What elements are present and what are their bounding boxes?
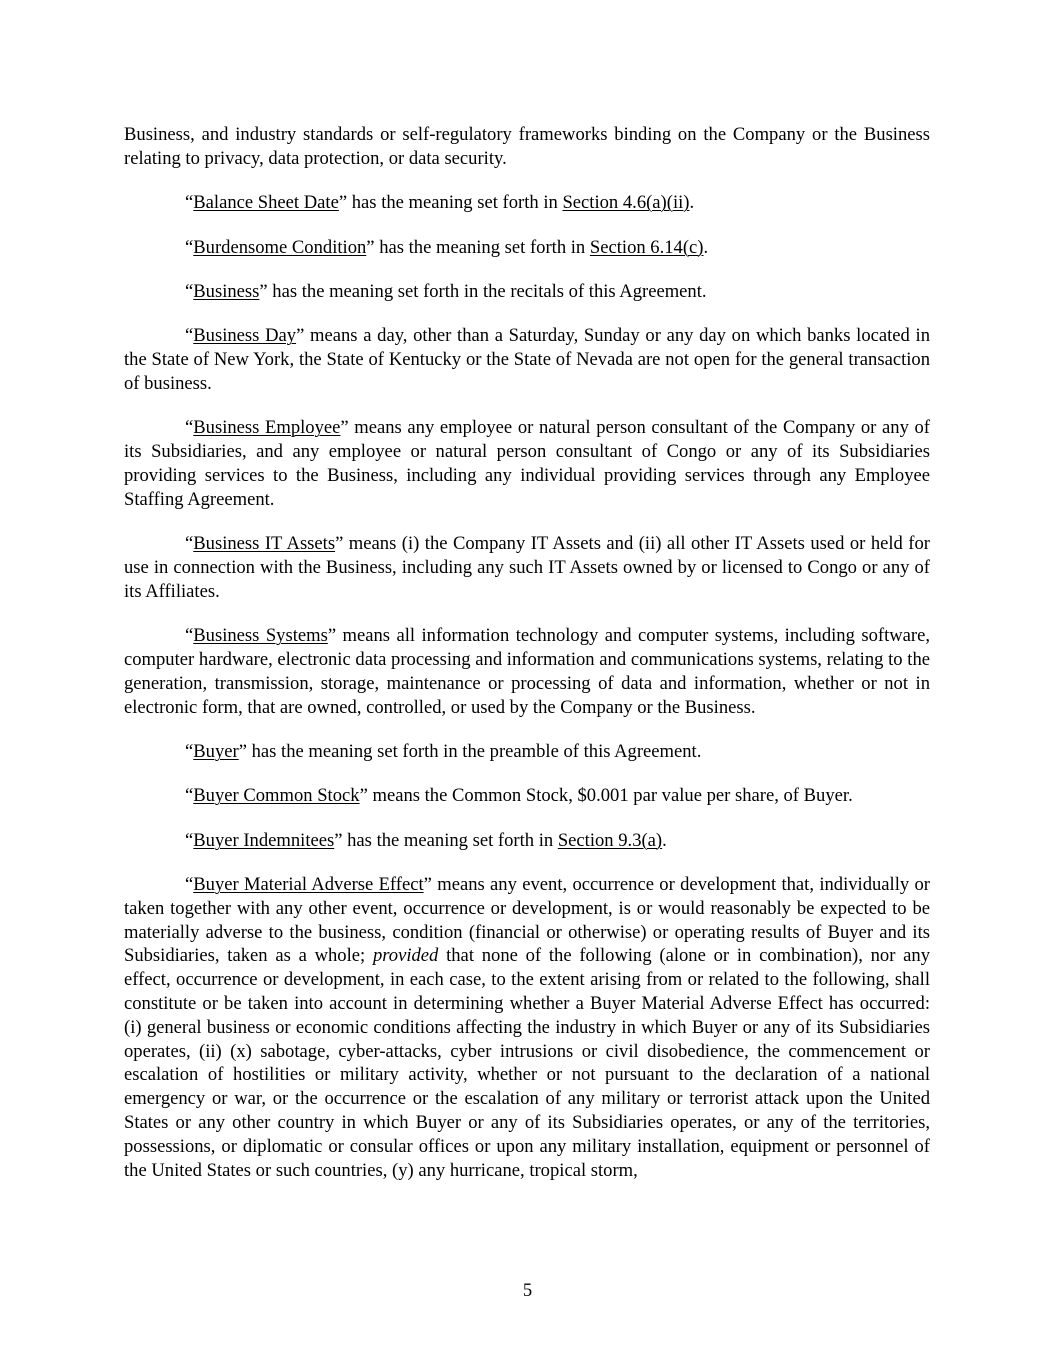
text-run: ” means the Common Stock, $0.001 par value per share, of Buyer. (359, 785, 853, 807)
text-run: “ (185, 874, 194, 896)
italic-term: provided (372, 945, 439, 967)
underlined-term: Burdensome Condition (193, 236, 367, 258)
text-run: ” has the meaning set forth in (334, 829, 558, 851)
underlined-term: Buyer Common Stock (193, 785, 360, 807)
text-run: ” has the meaning set forth in the preamble of this Agreement. (238, 740, 702, 762)
text-run: ” has the meaning set forth in (338, 192, 563, 214)
text-run: . (689, 192, 695, 214)
underlined-term: Business Employee (193, 417, 341, 439)
text-run: Business, and industry standards or self-regulatory frameworks binding on the Company or the Business relating to privacy, data protection, or data security. (124, 124, 930, 169)
text-run: ” means (i) the Company IT Assets and (ii) all other IT Assets used or held for use in connection with the Business, including any such IT Assets owned by or licensed to Congo or any of its Affiliates. (124, 533, 930, 602)
underlined-term: Business IT Assets (193, 533, 336, 555)
text-run: “ (185, 785, 194, 807)
underlined-term: Section 4.6(a)(ii) (562, 192, 690, 214)
paragraph (124, 280, 930, 304)
underlined-term: Buyer Material Adverse Effect (193, 874, 424, 896)
text-run: “ (185, 740, 194, 762)
text-run: “ (185, 625, 194, 647)
paragraph (124, 324, 930, 395)
paragraph (124, 123, 930, 171)
document-body (124, 123, 930, 1203)
text-run: “ (185, 417, 194, 439)
text-run: ” means any event, occurrence or development that, individually or taken together with any other event, occurrence or development, is or would reasonably be expected to be materially adverse to the business, condition (financial or otherwise) or operating results of Buyer and its Subsidiaries, taken as a whole; (124, 874, 930, 967)
underlined-term: Business Systems (193, 625, 328, 647)
text-run: that none of the following (alone or in combination), nor any effect, occurrence or development, in each case, to the extent arising from or related to the following, shall constitute or be taken into account in determining whether a Buyer Material Adverse Effect has occurred: (i) general business or economic conditions affecting the industry in which Buyer or any of its Subsidiaries operates, (ii) (x) sabotage, cyber-attacks, cyber intrusions or civil disobedience, the commencement or escalation of hostilities or military activity, whether or not pursuant to the declaration of a national emergency or war, or the occurrence or the escalation of any military or terrorist attack upon the United States or any other country in which Buyer or any of its Subsidiaries operates, or any of the territories, possessions, or diplomatic or consular offices or upon any military installation, equipment or personnel of the United States or such countries, (y) any hurricane, tropical storm, (124, 945, 931, 1181)
underlined-term: Buyer (193, 740, 239, 762)
text-run: “ (185, 192, 194, 214)
paragraph (124, 740, 930, 764)
underlined-term: Business (193, 280, 260, 302)
text-run: ” has the meaning set forth in (366, 236, 590, 258)
page-number: 5 (522, 1280, 533, 1301)
text-run: ” means a day, other than a Saturday, Sunday or any day on which banks located in the State of New York, the State of Kentucky or the State of Nevada are not open for the general transaction of business. (124, 325, 930, 394)
text-run: “ (185, 533, 194, 555)
text-run: ” means all information technology and computer systems, including software, computer hardware, electronic data processing and information and communications systems, relating to the generation, transmission, storage, maintenance or processing of data and information, whether or not in electronic form, that are owned, controlled, or used by the Company or the Business. (124, 625, 931, 718)
text-run: . (703, 236, 709, 258)
paragraph (124, 191, 930, 215)
paragraph (124, 416, 930, 511)
paragraph (124, 873, 930, 1182)
text-run: “ (185, 280, 194, 302)
underlined-term: Buyer Indemnitees (193, 829, 335, 851)
paragraph (124, 236, 930, 260)
underlined-term: Section 9.3(a) (557, 829, 663, 851)
underlined-term: Balance Sheet Date (193, 192, 339, 214)
paragraph (124, 784, 930, 808)
text-run: ” means any employee or natural person consultant of the Company or any of its Subsidiaries, and any employee or natural person consultant of Congo or any of its Subsidiaries providing services to the Business, including any individual providing services through any Employee Staffing Agreement. (124, 417, 930, 510)
text-run: “ (185, 829, 194, 851)
paragraph (124, 829, 930, 853)
underlined-term: Business Day (193, 325, 297, 347)
text-run: “ (185, 236, 194, 258)
paragraph (124, 532, 930, 603)
text-run: “ (185, 325, 194, 347)
underlined-term: Section 6.14(c) (589, 236, 704, 258)
paragraph (124, 624, 930, 719)
text-run: . (662, 829, 667, 851)
text-run: ” has the meaning set forth in the recitals of this Agreement. (259, 280, 707, 302)
